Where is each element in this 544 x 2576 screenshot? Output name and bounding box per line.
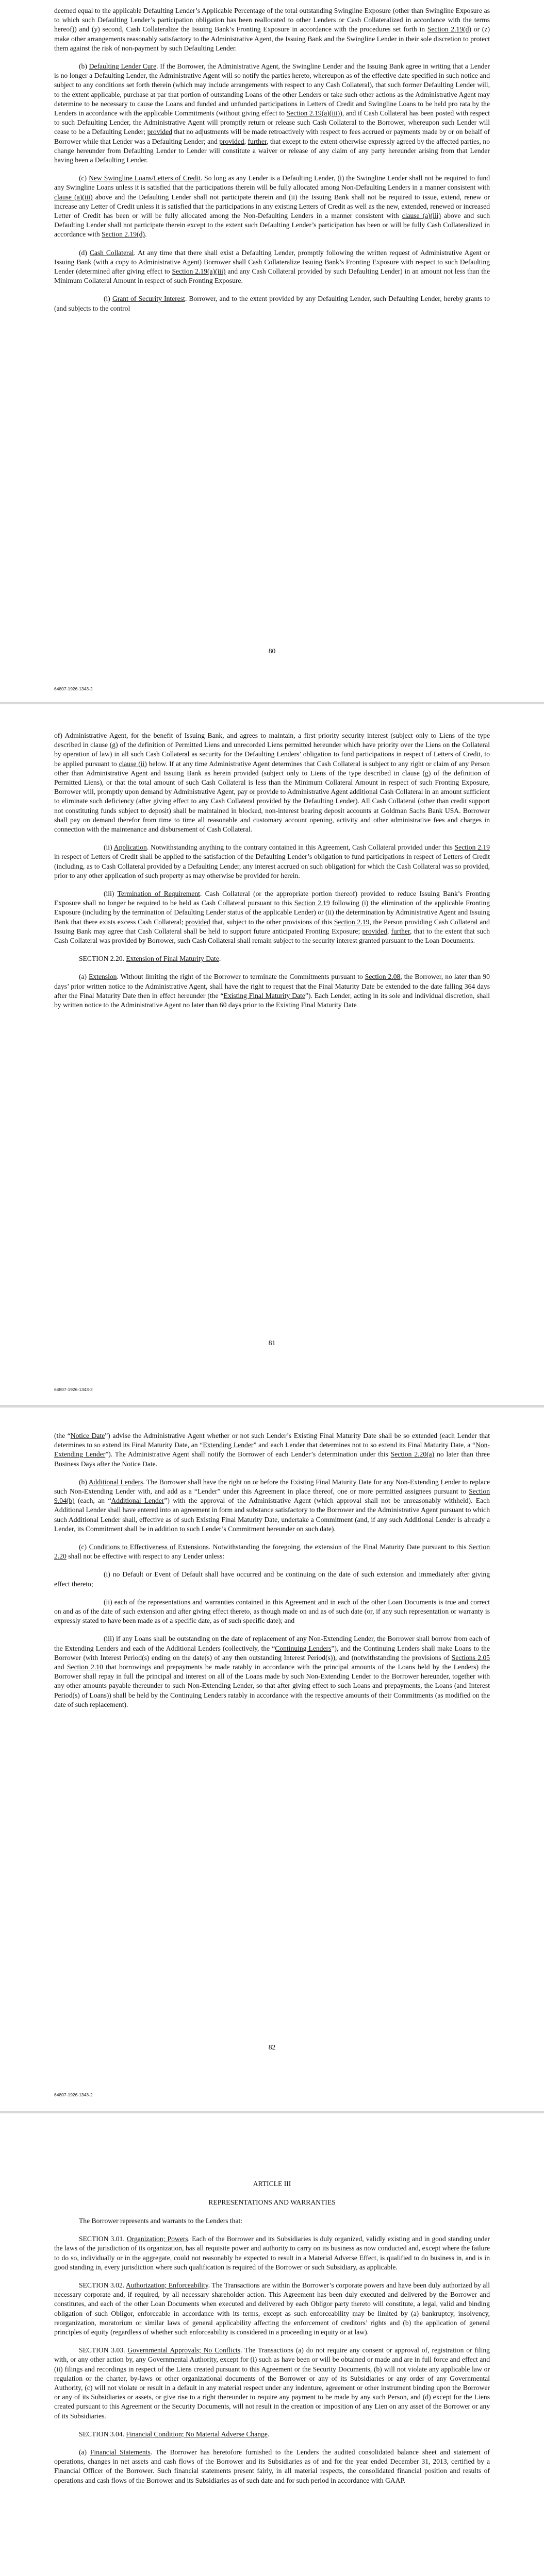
text-run: . So long as any Lender is a Defaulting Lender, (i) the Swingline Lender shall not be required to fund any Swingline Loans unless it is satisfied that the participations therein will be fully allocated among Non-Defaulting Lenders in a manner consistent with — [54, 174, 490, 192]
page-81 — [0, 704, 544, 1404]
underlined-term: provided — [147, 128, 172, 136]
text-run: . Notwithstanding anything to the contrary contained in this Agreement, Cash Collateral provided under this — [146, 843, 455, 852]
text-run: following (i) the elimination of the applicable Fronting Exposure (including by the termination of Defaulting Lender status of the applicable Lender) or (ii) the determination by Administrative Agent and Issuing Bank that there exists excess Cash Collateral; — [54, 899, 490, 926]
document-id: 64807-1926-1343-2 — [54, 686, 93, 691]
underlined-term: clause (a)(iii) — [402, 212, 441, 220]
underlined-term: Financial Condition; No Material Adverse Change — [126, 2430, 268, 2438]
underlined-term: provided — [219, 137, 244, 145]
paragraph — [54, 2216, 490, 2226]
text-run: (d) — [79, 248, 90, 257]
underlined-term: Section 2.19 — [294, 899, 330, 907]
text-run: (a) — [79, 2448, 90, 2456]
paragraph — [54, 294, 490, 313]
underlined-term: Section 2.19 — [454, 843, 490, 852]
underlined-term: clause (ii) — [119, 759, 147, 768]
underlined-term: clause (a)(iii) — [54, 193, 93, 201]
text-run: ), and if Cash Collateral has been posted with respect to such Defaulting Lender, the Administrative Agent will promptly return or release such Cash Collateral to the Borrower, whereupon such Lender will cease to be a Defaulting Lender; — [54, 109, 490, 136]
underlined-term: Section 9.04(b) — [54, 1487, 490, 1505]
page-83 — [0, 2113, 544, 2576]
paragraph — [54, 6, 490, 53]
underlined-term: Extension of Final Maturity Date — [126, 955, 219, 963]
text-run: . If the Borrower, the Administrative Agent, the Swingline Lender and the Issuing Bank agree in writing that a Lender is no longer a Defaulting Lender, the Administrative Agent will so notify the parties hereto, whereupon as of the effective date specified in such notice and subject to any conditions set forth therein (which may include arrangements with respect to any Cash Collateral), that such former Defaulting Lender will, to the extent applicable, purchase at par that portion of outstanding Loans of the other Lenders or take such other actions as the Administrative Agent may determine to be necessary to cause the Loans and funded and unfunded participations in Letters of Credit and Swingline Loans to be held pro rata by the Lenders in accordance with the applicable Commitments (without giving effect to — [54, 62, 490, 117]
underlined-term: Section 2.20(a) — [390, 1450, 435, 1459]
paragraph — [54, 972, 490, 1010]
text-run: . Each of the Borrower and its Subsidiaries is duly organized, validly existing and in good standing under the laws of the jurisdiction of its organization, has all requisite power and authority to carry on its business as now conducted and, except where the failure to do so, individually or in the aggregate, could not reasonably be expected to result in a Material Adverse Effect, is qualified to do business in, and is in good standing in, every jurisdiction where such qualification is required of the Borrower or such Subsidiary, as applicable. — [54, 2235, 490, 2271]
article-title: REPRESENTATIONS AND WARRANTIES — [208, 2198, 336, 2207]
paragraph — [54, 954, 490, 963]
paragraph — [54, 731, 490, 834]
underlined-term: Section 2.19(d) — [102, 230, 145, 239]
text-run: , — [387, 927, 391, 935]
text-run: . The Transactions are within the Borrower’s corporate powers and have been duly authorized by all necessary corporate and, if required, by all necessary shareholder action. This Agreement has been duly executed and delivered by the Borrower and constitutes, and each of the other Loan Documents when executed and delivered by each Obligor party thereto will constitute, a legal, valid and binding obligation of such Obligor, enforceable in accordance with its terms, except as such enforceability may be limited by (a) bankruptcy, insolvency, reorganization, moratorium or similar laws of general applicability affecting the enforcement of creditors’ rights and (b) the application of general principles of equity (regardless of whether such enforceability is considered in a proceeding in equity or at law). — [54, 2281, 490, 2336]
text-run: above and such Defaulting Lender shall not participate therein except to the extent such Defaulting Lender’s participation has been or will be fully Cash Collateralized in accordance with — [54, 212, 490, 239]
underlined-term: provided — [362, 927, 387, 935]
underlined-term: Financial Statements — [90, 2448, 151, 2456]
text-run: and — [54, 1663, 67, 1671]
page-80 — [0, 0, 544, 701]
paragraph — [54, 248, 490, 286]
underlined-term: Section 2.20 — [54, 1543, 490, 1561]
underlined-term: Conditions to Effectiveness of Extensions — [89, 1543, 209, 1551]
text-run: (c) — [79, 1543, 89, 1551]
text-run: , — [244, 137, 248, 145]
underlined-term: Grant of Security Interest — [112, 295, 185, 303]
document-id: 64807-1926-1343-2 — [54, 2092, 93, 2097]
text-run: ”) advise the Administrative Agent whether or not such Lender’s Existing Final Maturity Date shall be so extended (each Lender that determines to so extend its Final Maturity Date, an “ — [54, 1432, 490, 1449]
text-run: no later than three Business Days after the Notice Date. — [54, 1450, 490, 1468]
text-run: . Borrower, and to the extent provided by any Defaulting Lender, such Defaulting Lender, hereby grants to (and subjects to the control — [54, 295, 490, 312]
text-run: and any Cash Collateral provided by such Defaulting Lender) in an amount not less than the Minimum Collateral Amount in respect of such Fronting Exposure. — [54, 267, 490, 285]
text-run: SECTION 3.01. — [79, 2235, 127, 2243]
underlined-term: Defaulting Lender Cure — [89, 62, 157, 71]
text-run: (the “ — [54, 1432, 71, 1439]
text-run: ”), and the Continuing Lenders shall make Loans to the Borrower (with Interest Period(s) ending on the date(s) of any then outstanding Interest Period(s)), and (notwithstanding the provisions of — [54, 1644, 490, 1662]
document-id: 64807-1926-1343-2 — [54, 1387, 93, 1392]
underlined-term: Section 2.19 — [334, 918, 370, 926]
underlined-term: Extending Lender — [203, 1441, 254, 1449]
paragraph — [54, 2448, 490, 2485]
underlined-term: Section 2.19(a)(iii) — [172, 267, 226, 276]
page-text — [54, 2216, 490, 2494]
paragraph — [54, 843, 490, 880]
underlined-term: provided — [185, 918, 210, 926]
paragraph — [54, 2346, 490, 2421]
underlined-term: Section 2.08 — [365, 973, 401, 981]
paragraph — [54, 2234, 490, 2272]
text-run: (c) — [79, 174, 89, 182]
paragraph — [54, 1598, 490, 1626]
text-run: that no adjustments will be made retroactively with respect to fees accrued or payments made by or on behalf of Borrower while that Lender was a Defaulting Lender; and — [54, 128, 490, 145]
text-run: (ii) — [104, 843, 114, 852]
text-run: ”). The Administrative Agent shall notify the Borrower of each Lender’s determination under this — [105, 1450, 391, 1459]
text-run: ” and each Lender that determines not to so extend its Final Maturity Date, a “ — [253, 1441, 476, 1449]
text-run: , the Borrower, no later than 90 days’ prior written notice to the Administrative Agent, shall have the right to request that the Final Maturity Date be extended to the date falling 364 days after the Final Maturity Date then in effect hereunder (the “ — [54, 973, 490, 999]
paragraph — [54, 2281, 490, 2337]
paragraph — [54, 1478, 490, 1534]
text-run: ”) with the approval of the Administrative Agent (which approval shall not be unreasonably withheld). Each Additional Lender shall have entered into an agreement in form and substance satisfactory to the Borrower and the Administrative Agent pursuant to which such Additional Lender shall, effective as of such Existing Final Maturity Date, undertake a Commitment (and, if any such Additional Lender is already a Lender, its Commitment shall be in addition to such Lender’s Commitment hereunder on such date). — [54, 1497, 490, 1533]
text-run: (i) — [104, 295, 112, 303]
text-run: or (z) make other arrangements reasonably satisfactory to the Administrative Agent, the Issuing Bank and the Swingline Lender in their sole discretion to protect them against the risk of non-payment by such Defaulting Lender. — [54, 25, 490, 52]
underlined-term: Continuing Lenders — [275, 1644, 332, 1652]
text-run: SECTION 2.20. — [79, 955, 126, 963]
paragraph — [54, 1634, 490, 1709]
paragraph — [54, 1431, 490, 1469]
text-run: . — [267, 2430, 270, 2438]
underlined-term: Section 2.19(d) — [427, 25, 472, 33]
text-run: (i) no Default or Event of Default shall have occurred and be continuing on the date of such extension and immediately after giving effect thereto; — [54, 1570, 490, 1588]
text-run: in respect of Letters of Credit shall be applied to the satisfaction of the Defaulting Lender’s obligation to fund participations in respect of Letters of Credit (including, as to Cash Collateral provided by a Defaulting Lender, any interest accrued on such obligation) for which the Cash Collateral was so provided, prior to any other application of such property as may otherwise be provided for herein. — [54, 853, 490, 879]
underlined-term: Existing Final Maturity Date — [223, 991, 305, 999]
underlined-term: Section 2.19(a)(iii) — [286, 109, 340, 117]
text-run: . The Borrower shall have the right on or before the Existing Final Maturity Date for any Non-Extending Lender to replace such Non-Extending Lender with, and add as a “Lender” under this Agreement in place thereof, one or more permitted assignees pursuant to — [54, 1478, 490, 1496]
underlined-term: Application — [113, 843, 147, 852]
text-run: (iii) — [104, 890, 118, 898]
text-run: . The Transactions (a) do not require any consent or approval of, registration or filing with, or any other action by, any Governmental Authority, except for (i) such as have been or will be obtained or made and are in full force and effect and (ii) filings and recordings in respect of the Liens created pursuant to this Agreement or the Security Documents, (b) will not violate any applicable law or regulation or the charter, by-laws or other organizational documents of the Borrower or any of its Subsidiaries or any order of any Governmental Authority, (c) will not violate or result in a default in any material respect under any indenture, agreement or other instrument binding upon the Borrower or any of its Subsidiaries or assets, or give rise to a right thereunder to require any payment to be made by any such Person, and (d) except for the Liens created pursuant to this Agreement or the Security Documents, will not result in the creation or imposition of any Lien on any asset of the Borrower or any of its Subsidiaries. — [54, 2346, 490, 2420]
text-run: (b) — [79, 1478, 89, 1486]
underlined-term: Sections 2.05 — [451, 1653, 490, 1662]
text-run: that, subject to the other provisions of this — [210, 918, 334, 926]
text-run: , the Person providing Cash Collateral and Issuing Bank may agree that Cash Collateral shall be held to support future anticipated Fronting Exposure; — [54, 918, 490, 935]
underlined-term: Authorization; Enforceability — [125, 2281, 208, 2290]
paragraph — [54, 1543, 490, 1561]
page-number: 81 — [268, 1339, 276, 1347]
page-number: 82 — [268, 2043, 276, 2051]
paragraph — [54, 889, 490, 945]
text-run: . Notwithstanding the foregoing, the extension of the Final Maturity Date pursuant to this — [208, 1543, 469, 1551]
underlined-term: Organization; Powers — [126, 2235, 188, 2243]
text-run: of) Administrative Agent, for the benefit of Issuing Bank, and agrees to maintain, a first priority security interest (subject only to Liens of the type described in clause (g) of the definition of Permitted Liens and unrecorded Liens permitted hereunder which have priority over the Liens on the Collateral by operation of law) in all such Cash Collateral as security for the Defaulting Lenders’ obligation to fund participations in respect of Letters of Credit, to be applied pursuant to — [54, 732, 490, 768]
text-run: SECTION 3.04. — [79, 2430, 126, 2438]
text-run: . The Borrower has heretofore furnished to the Lenders the audited consolidated balance sheet and statement of operations, changes in net assets and cash flows of the Borrower and its Subsidiaries as of and for the year ended December 31, 2013, certified by a Financial Officer of the Borrower. Such financial statements present fairly, in all material respects, the consolidated financial position and results of operations and cash flows of the Borrower and its Subsidiaries as of such date and for such period in accordance with GAAP. — [54, 2448, 490, 2484]
underlined-term: Termination of Requirement — [117, 890, 200, 898]
text-run: (b) — [79, 62, 89, 71]
text-run: . — [219, 955, 221, 963]
underlined-term: Cash Collateral — [89, 248, 134, 257]
underlined-term: Additional Lenders — [88, 1478, 143, 1486]
page-number: 80 — [268, 647, 276, 655]
text-run: . Without limiting the right of the Borrower to terminate the Commitments pursuant to — [117, 973, 365, 981]
text-run: , that except to the extent otherwise expressly agreed by the affected parties, no change hereunder from Defaulting Lender to Lender will constitute a waiver or release of any claim of any party hereunder arising from that Lender having been a Defaulting Lender. — [54, 137, 490, 164]
paragraph — [54, 174, 490, 239]
text-run: SECTION 3.03. — [79, 2346, 128, 2354]
underlined-term: Governmental Approvals; No Conflicts — [127, 2346, 241, 2354]
text-run: . At any time that there shall exist a Defaulting Lender, promptly following the written request of Administrative Agent or Issuing Bank (with a copy to Administrative Agent) Borrower shall Cash Collateralize Issuing Bank’s Fronting Exposure with respect to such Defaulting Lender (determined after giving effect to — [54, 248, 490, 276]
text-run: that borrowings and prepayments be made ratably in accordance with the principal amounts of the Loans held by the Lenders) the Borrower shall repay in full the principal and interest on all of the Loans made by such Non-Extending Lender to the Borrower hereunder, together with any other amounts payable thereunder to such Non-Extending Lender, so that after giving effect to such Loans and prepayments, the Loans (and Interest Period(s) of Loans)) shall be held by the Continuing Lenders ratably in accordance with the respective amounts of their Commitments (as modified on the date of such replacement). — [54, 1663, 490, 1708]
text-run: . Cash Collateral (or the appropriate portion thereof) provided to reduce Issuing Bank’s Fronting Exposure shall no longer be required to be held as Cash Collateral pursuant to this — [54, 890, 490, 907]
underlined-term: further — [391, 927, 410, 935]
text-run: deemed equal to the applicable Defaulting Lender’s Applicable Percentage of the total outstanding Swingline Exposure (other than Swingline Exposure as to which such Defaulting Lender’s participation obligation has been reallocated to other Lenders or Cash Collateralized in accordance with the terms hereof)) and (y) second, Cash Collateralize the Issuing Bank’s Fronting Exposure in accordance with the procedures set forth in — [54, 7, 490, 33]
paragraph — [54, 2430, 490, 2439]
page-text — [54, 1431, 490, 1718]
text-run: , that to the extent that such Cash Collateral was provided by Borrower, such Cash Collateral shall remain subject to the security interest granted pursuant to the Loan Documents. — [54, 927, 490, 945]
text-run: (each, an “ — [74, 1497, 111, 1505]
underlined-term: Section 2.10 — [67, 1663, 103, 1671]
text-run: (iii) if any Loans shall be outstanding on the date of replacement of any Non-Extending Lender, the Borrower shall borrow from each of the Extending Lenders and each of the Additional Lenders (collectively, the “ — [54, 1635, 490, 1652]
text-run: . — [144, 230, 147, 239]
underlined-term: New Swingline Loans/Letters of Credit — [89, 174, 201, 182]
underlined-term: Extension — [89, 973, 117, 981]
page-text — [54, 731, 490, 1019]
text-run: (a) — [79, 973, 89, 981]
article-heading-block — [54, 2179, 490, 2207]
paragraph — [54, 62, 490, 165]
paragraph — [54, 1570, 490, 1588]
article-number: ARTICLE III — [253, 2180, 291, 2188]
text-run: SECTION 3.02. — [79, 2281, 126, 2290]
page-text — [54, 6, 490, 322]
text-run: The Borrower represents and warrants to the Lenders that: — [79, 2217, 243, 2225]
text-run: above and the Defaulting Lender shall not participate therein and (ii) the Issuing Bank shall not be required to issue, extend, renew or increase any Letter of Credit unless it is satisfied that the participations in any existing Letters of Credit as well as the new, extended, renewed or increased Letter of Credit has been or will be fully allocated among the Non-Defaulting Lenders in a manner consistent with — [54, 193, 490, 220]
underlined-term: Notice Date — [70, 1432, 105, 1439]
text-run: (ii) each of the representations and warranties contained in this Agreement and in each of the other Loan Documents is true and correct on and as of the date of such extension and after giving effect thereto, as though made on and as of such date (or, if any such representation or warranty is expressly stated to have been made as of a specific date, as of such specific date); and — [54, 1598, 490, 1625]
text-run: below. If at any time Administrative Agent determines that Cash Collateral is subject to any right or claim of any Person other than Administrative Agent and Issuing Bank as herein provided (subject only to Liens of the type described in clause (g) of the definition of Permitted Liens), or that the total amount of such Cash Collateral is less than the Minimum Collateral Amount in respect of such Fronting Exposure, Borrower will, promptly upon demand by Administrative Agent, pay or provide to Administrative Agent additional Cash Collateral in an amount sufficient to eliminate such deficiency (after giving effect to any Cash Collateral provided by the Defaulting Lender). All Cash Collateral (other than credit support not constituting funds subject to deposit) shall be maintained in blocked, non-interest bearing deposit accounts at Goldman Sachs Bank USA. Borrower shall pay on demand therefor from time to time all reasonable and customary account opening, activity and other administrative fees and charges in connection with the maintenance and disbursement of Cash Collateral. — [54, 759, 490, 834]
underlined-term: Additional Lender — [111, 1497, 164, 1505]
underlined-term: Non-Extending Lender — [54, 1441, 490, 1459]
page-82 — [0, 1408, 544, 2110]
text-run: shall not be effective with respect to any Lender unless: — [66, 1552, 225, 1561]
text-run: ”). Each Lender, acting in its sole and individual discretion, shall by written notice to the Administrative Agent no later than 60 days prior to the Existing Final Maturity Date — [54, 991, 490, 1009]
underlined-term: further — [248, 137, 267, 145]
